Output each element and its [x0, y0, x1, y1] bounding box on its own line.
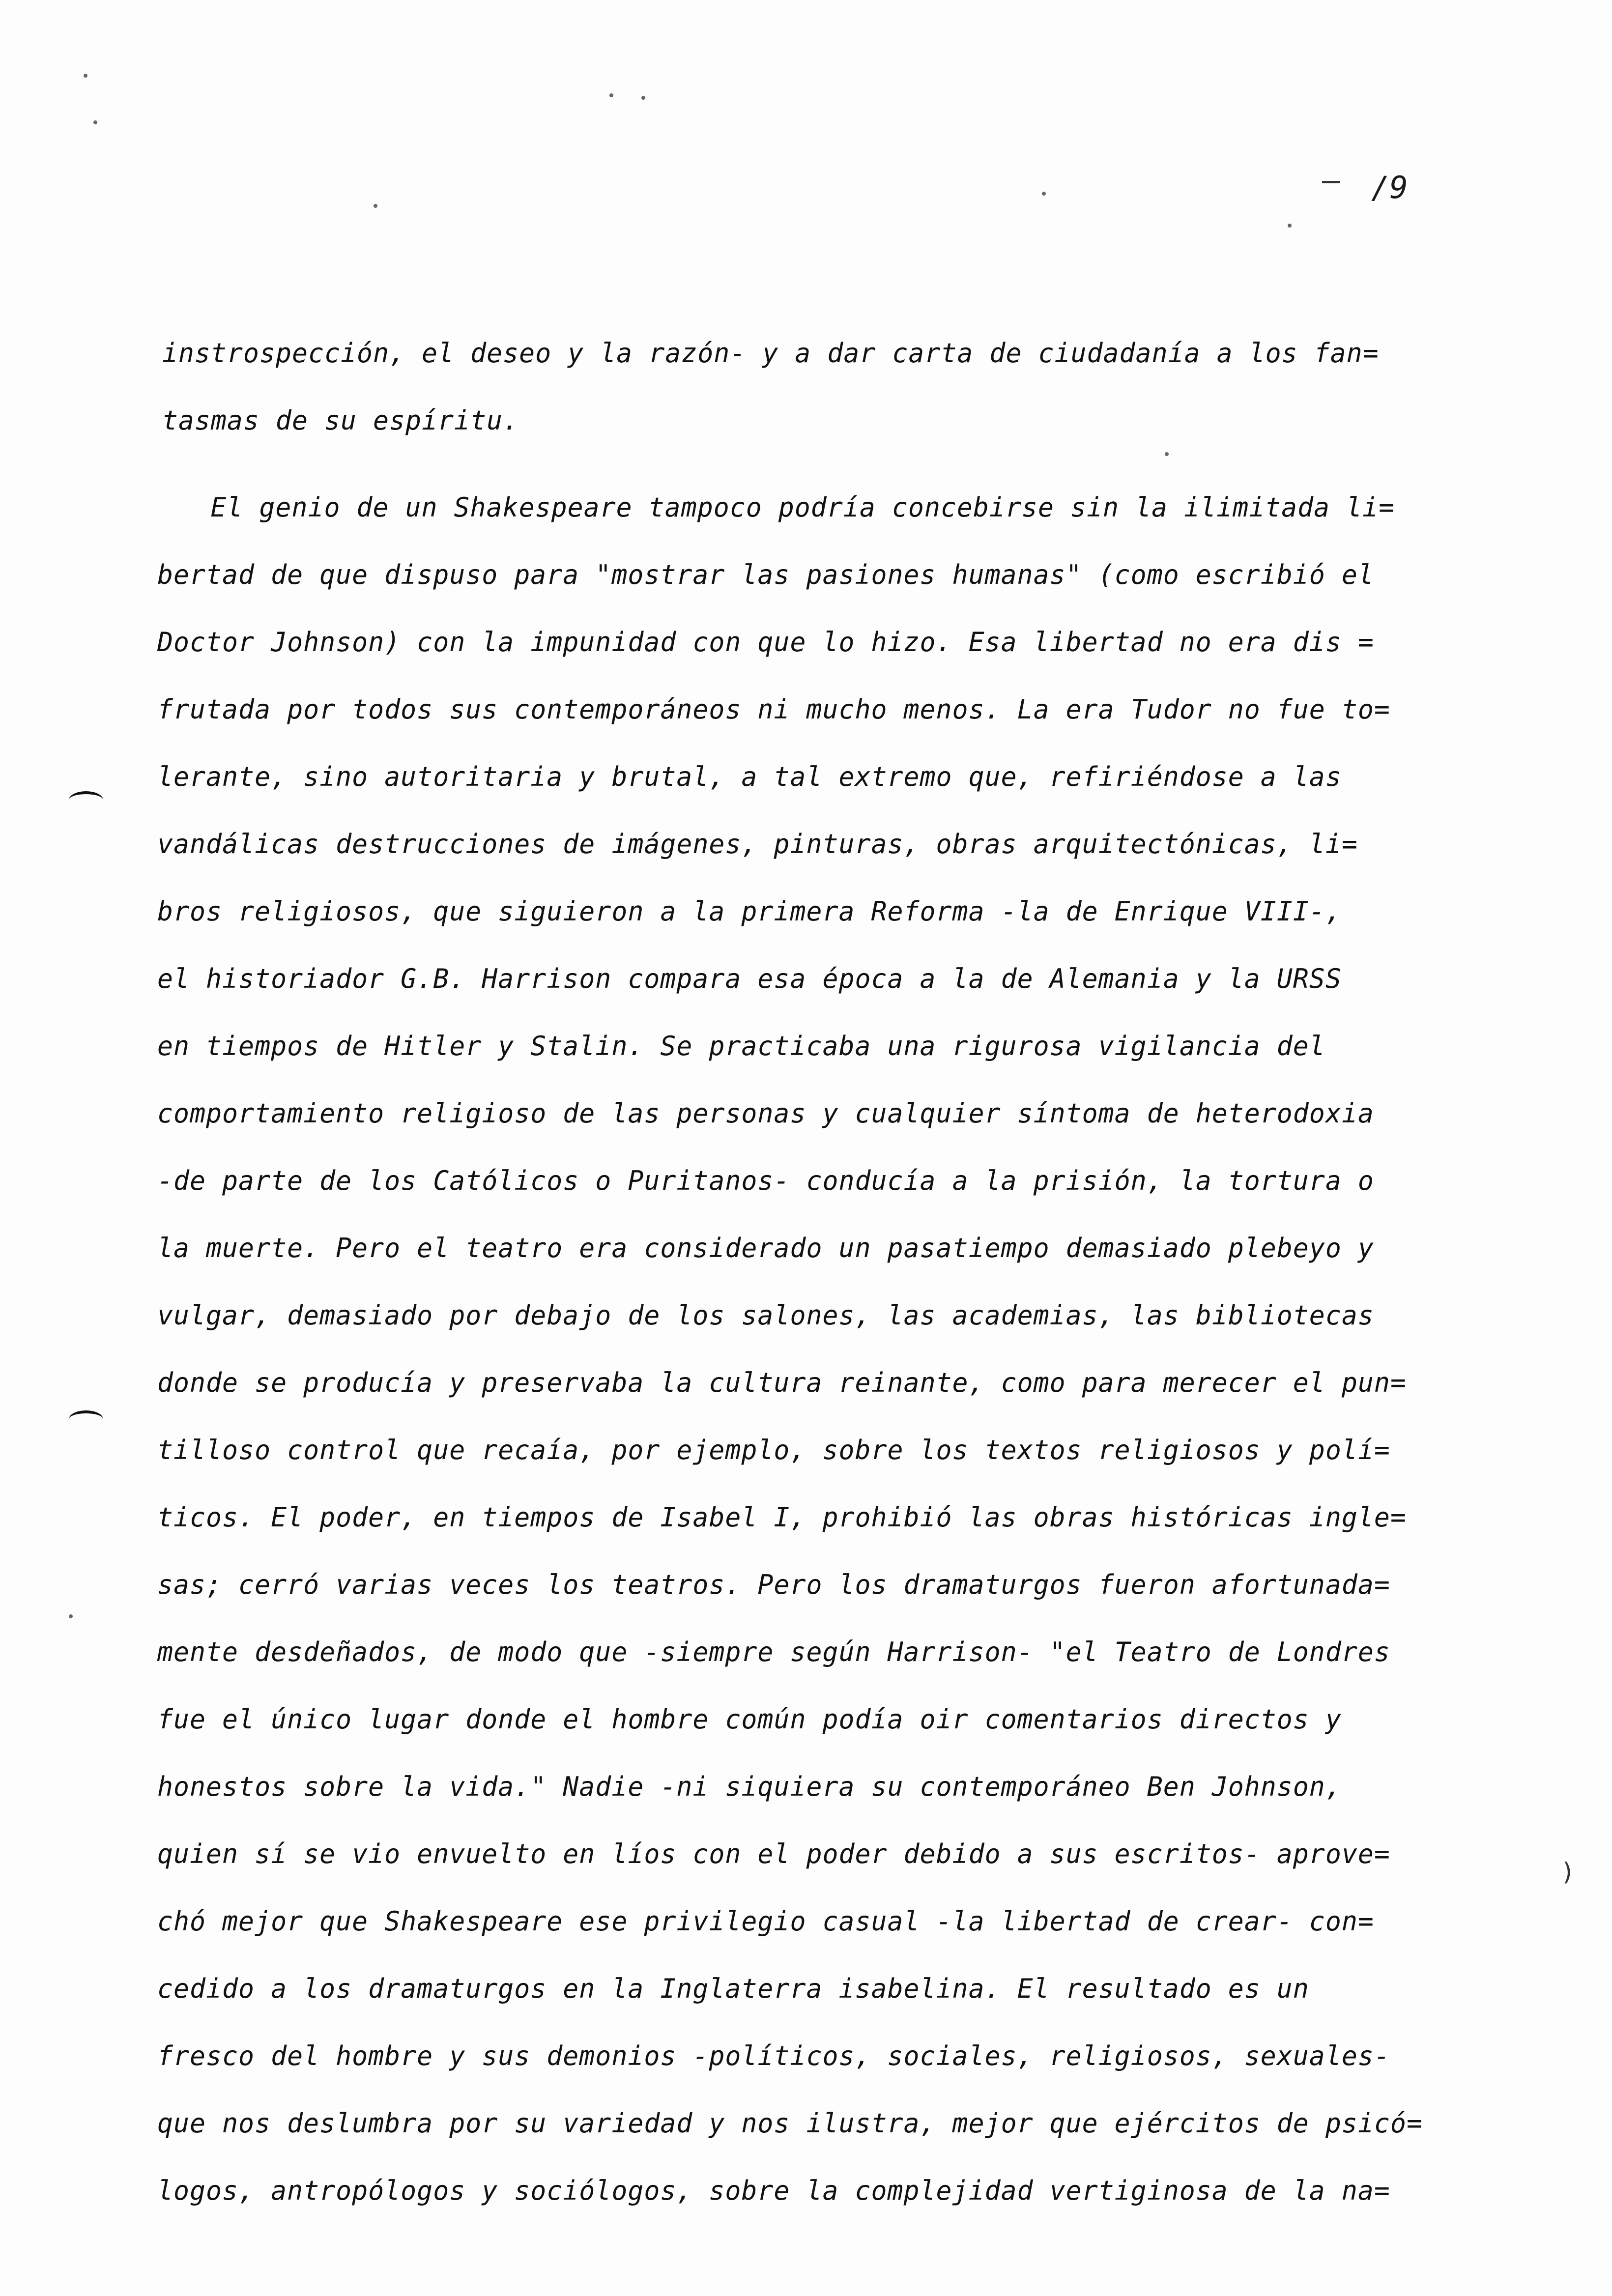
scan-speck: [374, 204, 377, 208]
text-line: El genio de un Shakespeare tampoco podría concebirse sin la ilimitada li=: [210, 492, 1395, 523]
text-line: tilloso control que recaía, por ejemplo, sobre los textos religiosos y polí=: [157, 1435, 1390, 1465]
text-line: bertad de que dispuso para "mostrar las pasiones humanas" (como escribió el: [157, 559, 1374, 590]
margin-bracket-mark: [69, 1410, 103, 1428]
text-line: donde se producía y preservaba la cultura reinante, como para merecer el pun=: [157, 1367, 1407, 1398]
text-line: en tiempos de Hitler y Stalin. Se practicaba una rigurosa vigilancia del: [157, 1031, 1325, 1062]
text-line: instrospección, el deseo y la razón- y a dar carta de ciudadanía a los fan=: [162, 338, 1379, 369]
text-line: bros religiosos, que siguieron a la primera Reforma -la de Enrique VIII-,: [157, 896, 1342, 927]
text-line: lerante, sino autoritaria y brutal, a tal extremo que, refiriéndose a las: [157, 761, 1342, 792]
text-line: vulgar, demasiado por debajo de los salones, las academias, las bibliotecas: [157, 1300, 1374, 1331]
text-line: fue el único lugar donde el hombre común podía oir comentarios directos y: [157, 1704, 1342, 1735]
scan-speck: [609, 93, 613, 97]
text-line: vandálicas destrucciones de imágenes, pinturas, obras arquitectónicas, li=: [157, 829, 1358, 860]
text-line: comportamiento religioso de las personas y cualquier síntoma de heterodoxia: [157, 1098, 1374, 1129]
text-line: Doctor Johnson) con la impunidad con que lo hizo. Esa libertad no era dis =: [157, 627, 1374, 658]
text-line: que nos deslumbra por su variedad y nos ilustra, mejor que ejércitos de psicó=: [157, 2108, 1423, 2139]
margin-bracket-mark: [69, 791, 103, 809]
text-line: cedido a los dramaturgos en la Inglaterra isabelina. El resultado es un: [157, 1973, 1309, 2004]
body-text: [157, 319, 1474, 2224]
text-line: ticos. El poder, en tiempos de Isabel I, prohibió las obras históricas ingle=: [157, 1502, 1407, 1533]
margin-mark: ): [1560, 1858, 1576, 1886]
text-line: chó mejor que Shakespeare ese privilegio casual -la libertad de crear- con=: [157, 1906, 1374, 1937]
text-line: sas; cerró varias veces los teatros. Pero los dramaturgos fueron afortunada=: [157, 1569, 1390, 1600]
text-line: tasmas de su espíritu.: [162, 405, 519, 436]
scan-speck: [84, 74, 87, 78]
page-number: /9: [1371, 170, 1408, 205]
scan-speck: [1288, 224, 1292, 228]
scan-speck: [69, 1614, 73, 1618]
text-line: la muerte. Pero el teatro era considerado un pasatiempo demasiado plebeyo y: [157, 1233, 1374, 1263]
text-line: quien sí se vio envuelto en líos con el poder debido a sus escritos- aprove=: [157, 1838, 1390, 1869]
text-line: fresco del hombre y sus demonios -políticos, sociales, religiosos, sexuales-: [157, 2040, 1390, 2071]
text-line: honestos sobre la vida." Nadie -ni siquiera su contemporáneo Ben Johnson,: [157, 1771, 1342, 1802]
text-line: -de parte de los Católicos o Puritanos- conducía a la prisión, la tortura o: [157, 1165, 1374, 1196]
scan-speck: [641, 96, 645, 100]
text-line: frutada por todos sus contemporáneos ni mucho menos. La era Tudor no fue to=: [157, 694, 1390, 725]
text-line: mente desdeñados, de modo que -siempre según Harrison- "el Teatro de Londres: [157, 1636, 1390, 1667]
scan-speck: [1042, 192, 1046, 196]
scan-speck: [93, 120, 97, 124]
scan-mark: [1322, 181, 1340, 183]
text-line: el historiador G.B. Harrison compara esa época a la de Alemania y la URSS: [157, 963, 1342, 994]
text-line: logos, antropólogos y sociólogos, sobre la complejidad vertiginosa de la na=: [157, 2175, 1390, 2206]
